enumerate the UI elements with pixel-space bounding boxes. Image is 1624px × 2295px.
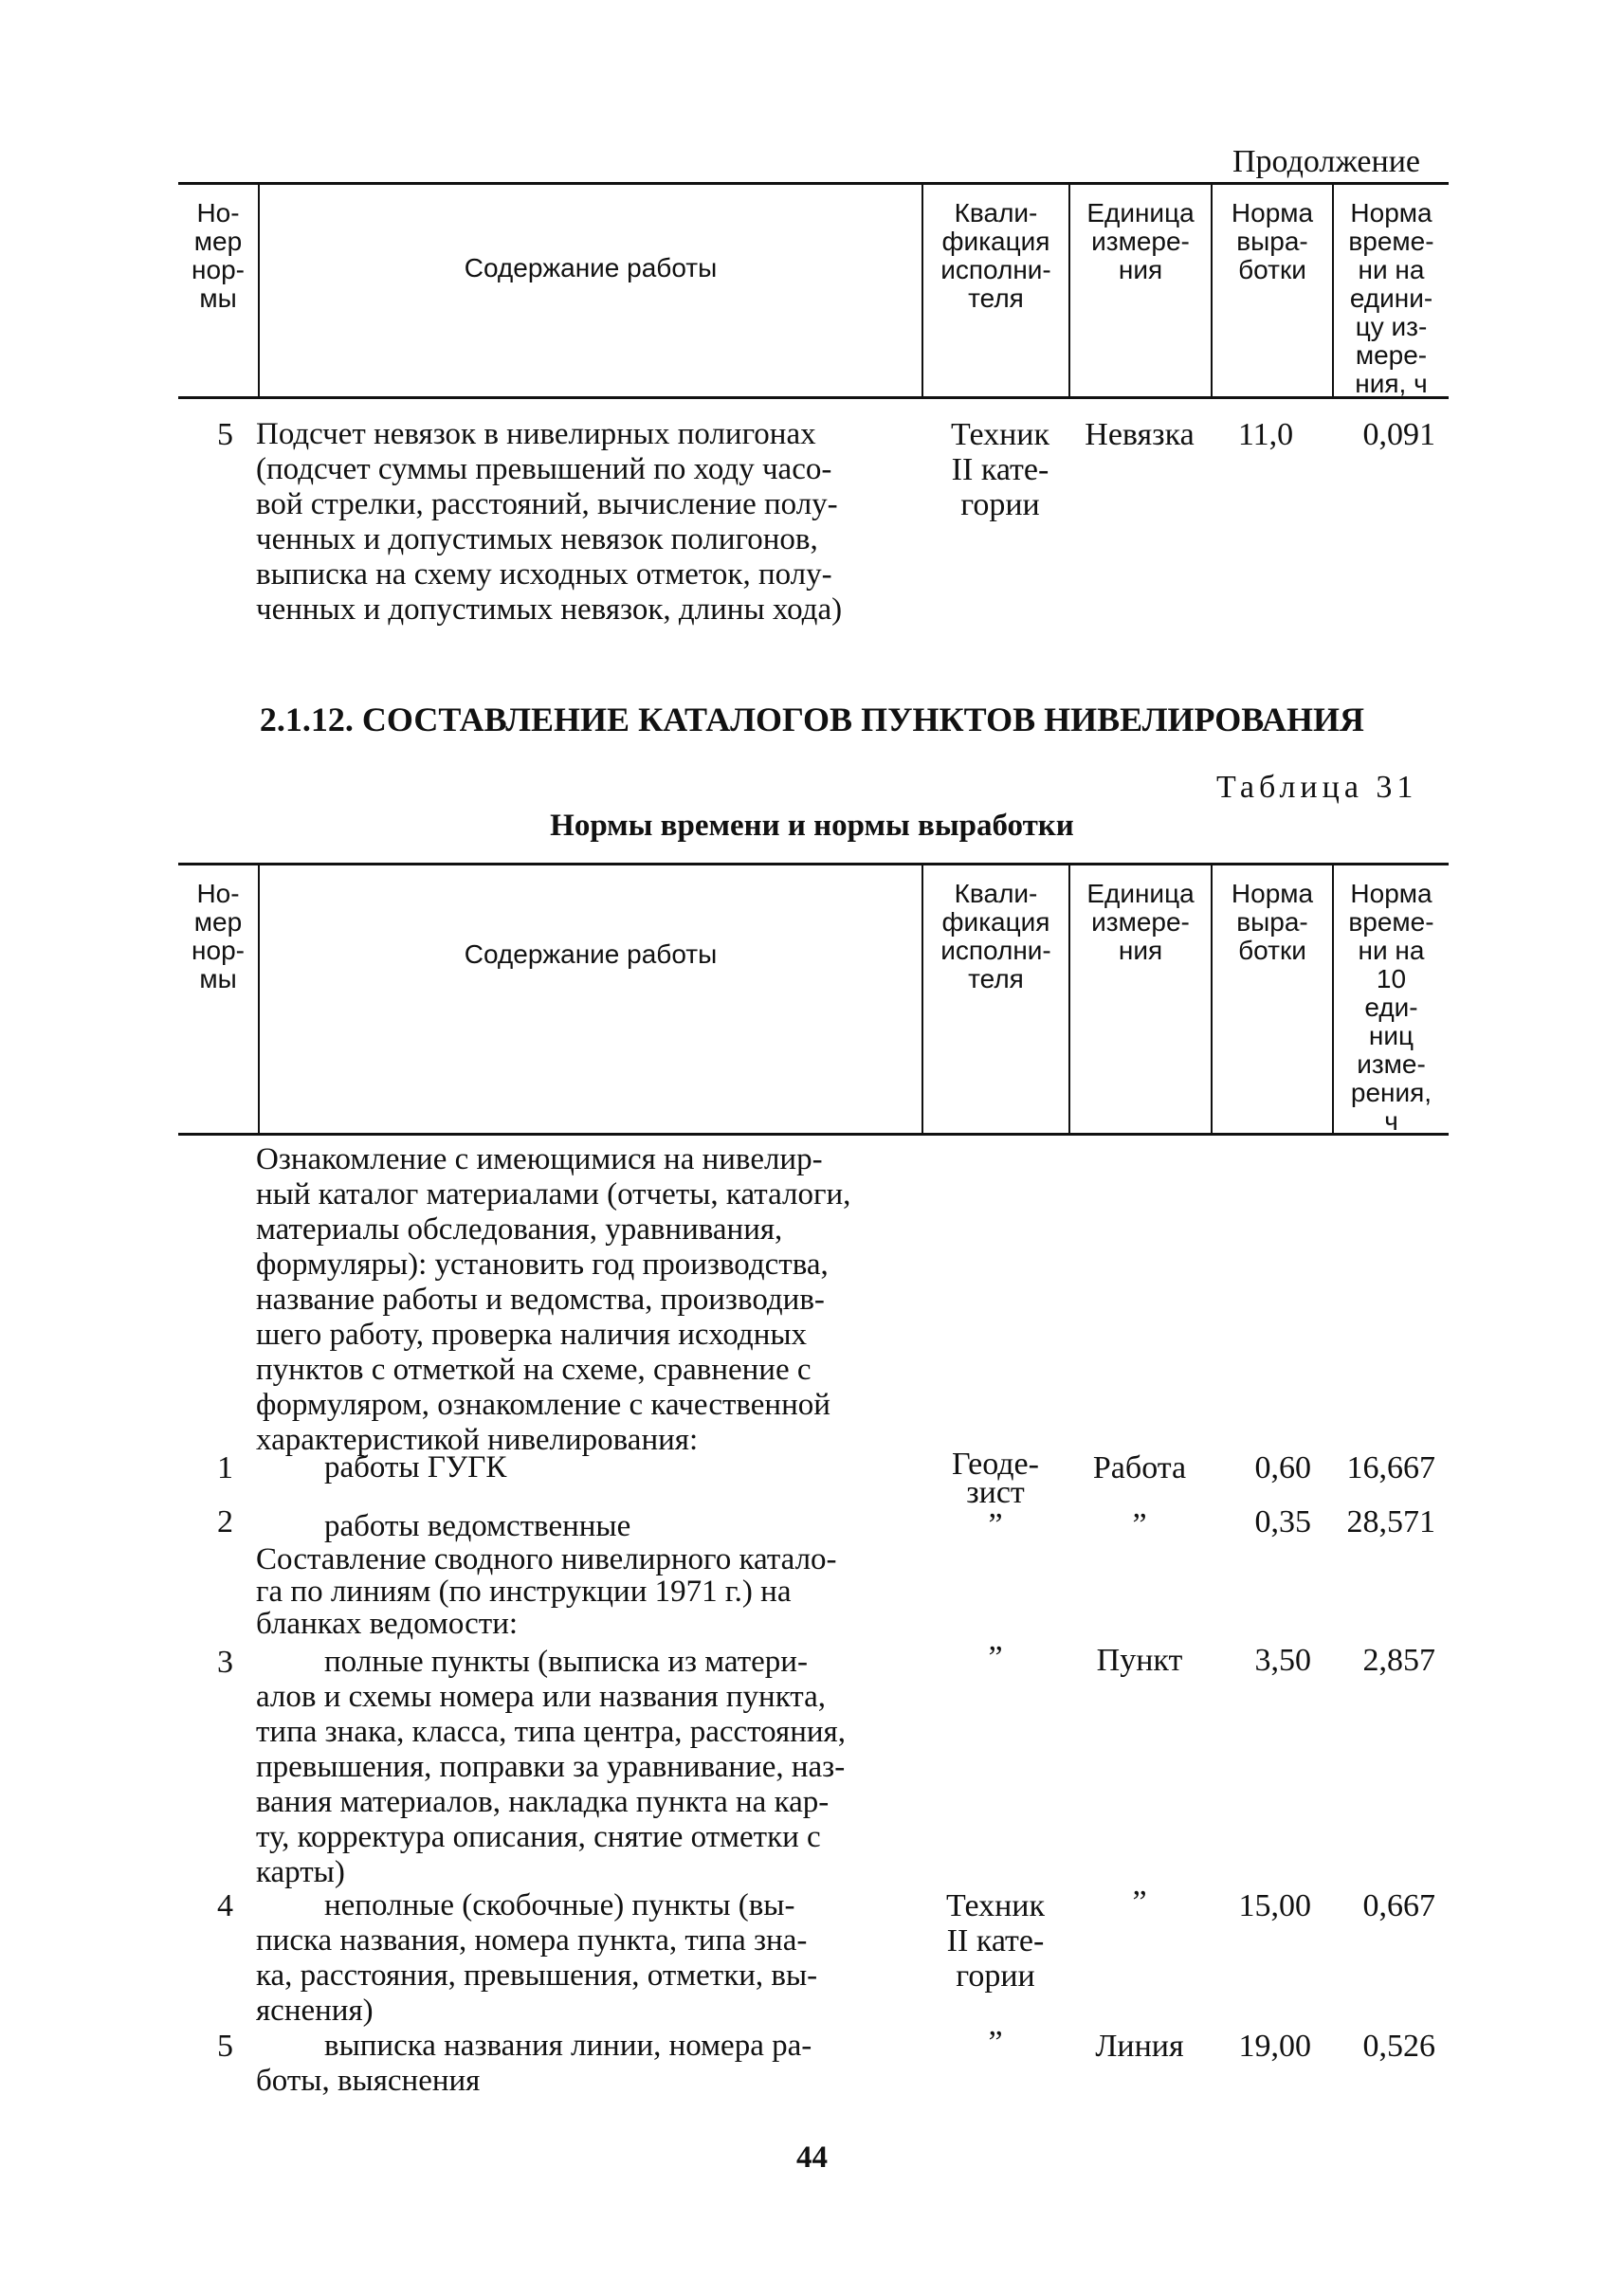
row-qualification: ” <box>988 2025 1003 2060</box>
row-unit: ” <box>1132 1885 1147 1920</box>
row-content: полные пункты (выписка из матери- алов и схемы номера или названия пункта, типа знака, класса, типа центра, расстояния, превышения, поправки за уравнивание, наз- вания материалов, накладка пункта на кар- ту, корректура описания, снятие отметки с карты) <box>256 1645 846 1889</box>
row-qualification: Техник II кате- гории <box>950 417 1050 522</box>
row-output: 11,0 <box>1237 417 1294 452</box>
header-qualification: Квали- фикация исполни- теля <box>940 198 1051 313</box>
header-output-norm: Норма выра- ботки <box>1231 198 1314 284</box>
row-unit: Пункт <box>1096 1643 1183 1678</box>
row-output: 19,00 <box>1238 2029 1311 2064</box>
row-unit: ” <box>1132 1507 1147 1542</box>
row-number: 1 <box>217 1450 233 1485</box>
intro-paragraph: Ознакомление с имеющимися на нивелир- ный каталог материалами (отчеты, каталоги, материалы обследования, уравнивания, формуляры): установить год производства, название работы и ведомства, производив- шего работу, проверка наличия исходных пунктов с отметкой на схеме, сравнение с формуляром, ознакомление с качественной характеристикой нивелирования: <box>256 1142 851 1457</box>
header-unit: Единица измере- ния <box>1086 879 1195 965</box>
row-number: 3 <box>217 1645 233 1680</box>
row-number: 2 <box>217 1504 233 1539</box>
header-time-norm: Норма време- ни на 10 еди- ниц изме- рения, ч <box>1348 879 1434 1136</box>
row-output: 0,35 <box>1254 1504 1311 1539</box>
header-number: Но- мер нор- мы <box>192 879 245 993</box>
row-content: работы ГУГК <box>324 1450 507 1484</box>
row-unit: Работа <box>1092 1450 1187 1485</box>
row-qualification: Геоде- зист <box>952 1447 1039 1510</box>
header-number: Но- мер нор- мы <box>192 198 245 313</box>
header-qualification: Квали- фикация исполни- теля <box>940 879 1051 993</box>
row-unit: Линия <box>1095 2029 1184 2064</box>
row-qualification: ” <box>988 1640 1003 1675</box>
continuation-label: Продолжение <box>1232 144 1421 179</box>
row-time: 0,667 <box>1362 1888 1435 1923</box>
section-title: 2.1.12. СОСТАВЛЕНИЕ КАТАЛОГОВ ПУНКТОВ НИВЕЛИРОВАНИЯ <box>259 701 1365 738</box>
table-label: Таблица 31 <box>1216 770 1418 805</box>
row-time: 28,571 <box>1346 1504 1435 1539</box>
row-output: 15,00 <box>1238 1888 1311 1923</box>
row-number: 5 <box>217 417 233 452</box>
row-time: 0,526 <box>1362 2029 1435 2064</box>
row-content: Подсчет невязок в нивелирных полигонах (подсчет суммы превышений по ходу часо- вой стрелки, расстояний, вычисление полу- ченных и допустимых невязок полигонов, выписка на схему исходных отметок, полу- ченных и допустимых невязок, длины хода) <box>256 417 843 627</box>
row-number: 5 <box>217 2029 233 2064</box>
subheading: Составление сводного нивелирного катало- га по линиям (по инструкции 1971 г.) на бланках ведомости: <box>256 1542 837 1641</box>
row-content: работы ведомственные <box>324 1509 631 1543</box>
row-number: 4 <box>217 1888 233 1923</box>
row-time: 0,091 <box>1362 417 1435 452</box>
row-unit: Невязка <box>1085 417 1195 452</box>
page-number: 44 <box>796 2140 828 2175</box>
row-qualification: Техник II кате- гории <box>945 1888 1046 1994</box>
row-time: 2,857 <box>1362 1643 1435 1678</box>
header-output-norm: Норма выра- ботки <box>1231 879 1314 965</box>
row-qualification: ” <box>988 1507 1003 1542</box>
row-time: 16,667 <box>1346 1450 1435 1485</box>
row-output: 0,60 <box>1254 1450 1311 1485</box>
table-caption: Нормы времени и нормы выработки <box>550 809 1074 843</box>
row-content: выписка названия линии, номера ра- боты, выяснения <box>256 2029 812 2098</box>
header-content: Содержание работы <box>464 939 718 969</box>
header-time-norm: Норма време- ни на едини- цу из- мере- ния, ч <box>1348 198 1434 398</box>
row-content: неполные (скобочные) пункты (вы- писка названия, номера пункта, типа зна- ка, расстояния, превышения, отметки, вы- яснения) <box>256 1888 818 2028</box>
header-content: Содержание работы <box>464 253 718 282</box>
header-unit: Единица измере- ния <box>1086 198 1195 284</box>
row-output: 3,50 <box>1254 1643 1311 1678</box>
